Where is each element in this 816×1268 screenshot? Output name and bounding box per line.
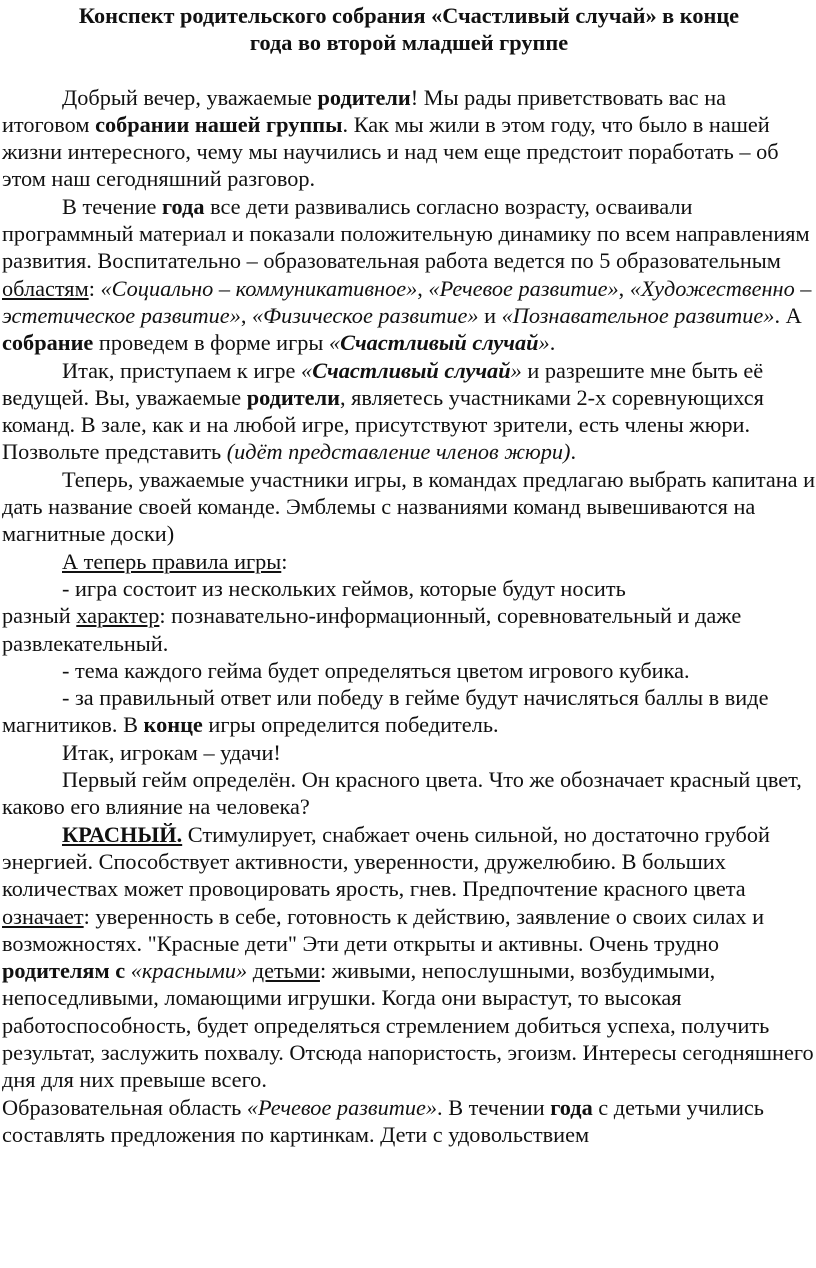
paragraph-rule-3: [2, 684, 816, 739]
italic-text: «Речевое развитие»: [246, 1094, 438, 1120]
underlined-text: детьми: [252, 958, 320, 984]
underlined-text: А теперь правила игры: [62, 548, 282, 574]
text: , являетесь участниками 2-х соревнующихся команд. В зале, как и на любой игре, присутствуют зрители, есть члены жюри. Позвольте представить: [2, 384, 764, 465]
document-title: [2, 2, 816, 57]
paragraph-game-intro: [2, 357, 816, 466]
paragraph-red-color: [2, 821, 816, 1094]
italic-text: «Речевое развитие»: [428, 275, 619, 301]
underlined-text: означает: [2, 903, 84, 929]
bold-text: собрании нашей группы: [95, 111, 343, 137]
text: .: [570, 439, 577, 465]
italic-text: »: [538, 330, 550, 356]
text: : живыми, непослушными, возбудимыми, непоседливыми, ломающими игрушки. Когда они вырастут, то высокая работоспособность, будет определяться стремлением добиться успеха, получить результат, заслужить похвалу. Отсюда напористость, эгоизм. Интересы сегодняшнего дня для них превыше всего.: [2, 958, 814, 1093]
bold-text: года: [550, 1094, 593, 1120]
text: игры определится победитель.: [202, 712, 499, 738]
text: .: [549, 330, 556, 356]
document-page: [0, 2, 816, 1268]
text: :: [281, 548, 288, 574]
title-spacer: [2, 57, 816, 84]
paragraph-first-game: Первый гейм определён. Он красного цвета. Что же обозначает красный цвет, каково его влияние на человека?: [2, 767, 802, 820]
paragraph-development: [2, 193, 816, 357]
paragraph-speech-development: [2, 1094, 816, 1149]
italic-text: «: [328, 330, 341, 356]
bold-text: родители: [246, 384, 340, 410]
text: и разрешите мне быть её ведущей. Вы, уважаемые: [2, 357, 764, 410]
text: проведем в форме игры: [93, 330, 329, 356]
italic-text: «Художественно – эстетическое развитие»: [2, 275, 812, 328]
red-heading: КРАСНЫЙ.: [62, 821, 183, 847]
text: - за правильный ответ или победу в гейме будут начисляться баллы в виде магнитиков. В: [2, 685, 769, 738]
paragraph-rule-2: - тема каждого гейма будет определяться цветом игрового кубика.: [62, 657, 690, 683]
text: все дети развивались согласно возрасту, осваивали программный материал и показали положительную динамику по всем направлениям развития. Воспитательно – образовательная работа ведется по 5 образовательным: [2, 193, 810, 274]
text: ,: [618, 275, 630, 301]
paragraph-good-luck: Итак, игрокам – удачи!: [62, 739, 281, 765]
paragraph-greeting: [2, 84, 816, 193]
bold-text: собрание: [2, 330, 94, 356]
text: разный: [2, 603, 77, 629]
text: : познавательно-информационный, соревновательный и даже развлекательный.: [2, 603, 742, 656]
rule-1-line-1: - игра состоит из нескольких геймов, которые будут носить: [62, 575, 626, 601]
bold-text: года: [161, 193, 205, 219]
text: Стимулирует, снабжает очень сильной, но достаточно грубой энергией. Способствует активности, уверенности, дружелюбию. В больших количествах может провоцировать ярость, гнев. Предпочтение красного цвета: [2, 821, 770, 902]
underlined-text: областям: [2, 275, 89, 301]
italic-text: «Физическое развитие»: [252, 302, 479, 328]
bold-italic-text: Счастливый случай: [312, 357, 511, 383]
text: :: [88, 275, 101, 301]
text: с детьми учились составлять предложения по картинкам. Дети с удовольствием: [2, 1094, 764, 1147]
paragraph-rule-1: [2, 575, 816, 657]
italic-text: «красными»: [130, 958, 248, 984]
text: . Как мы жили в этом году, что было в нашей жизни интересного, чему мы научились и над чем еще предстоит поработать – об этом наш сегодняшний разговор.: [2, 111, 779, 192]
text: В течение: [62, 193, 162, 219]
text: Добрый вечер, уважаемые: [62, 84, 318, 110]
bold-text: родители: [317, 84, 411, 110]
underlined-text: характер: [76, 603, 160, 629]
text: . В течении: [437, 1094, 551, 1120]
bold-text: конце: [143, 712, 203, 738]
text: : уверенность в себе, готовность к действию, заявление о своих силах и возможностях. "Красные дети" Эти дети открыты и активны. Очень трудно: [2, 903, 765, 956]
bold-italic-text: Счастливый случай: [340, 330, 539, 356]
text: ,: [417, 275, 429, 301]
text: ,: [240, 302, 252, 328]
paragraph-rules-heading: [2, 548, 816, 575]
text: Итак, приступаем к игре: [62, 357, 302, 383]
title-line-1: Конспект родительского собрания «Счастливый случай» в конце: [78, 3, 740, 28]
bold-text: родителям с: [2, 958, 126, 984]
text: и: [478, 302, 502, 328]
text: Образовательная область: [2, 1094, 247, 1120]
italic-text: «Познавательное развитие»: [501, 302, 775, 328]
italic-text: «Социально – коммуникативное»: [100, 275, 418, 301]
italic-text: «: [301, 357, 313, 383]
text: . А: [774, 302, 802, 328]
paragraph-teams: Теперь, уважаемые участники игры, в командах предлагаю выбрать капитана и дать название своей команде. Эмблемы с названиями команд вывешиваются на магнитные доски): [2, 466, 816, 547]
italic-text: »: [510, 357, 522, 383]
text: ! Мы рады приветствовать вас на итоговом: [2, 84, 727, 137]
title-line-2: года во второй младшей группе: [249, 30, 569, 56]
italic-text: (идёт представление членов жюри): [226, 439, 571, 465]
